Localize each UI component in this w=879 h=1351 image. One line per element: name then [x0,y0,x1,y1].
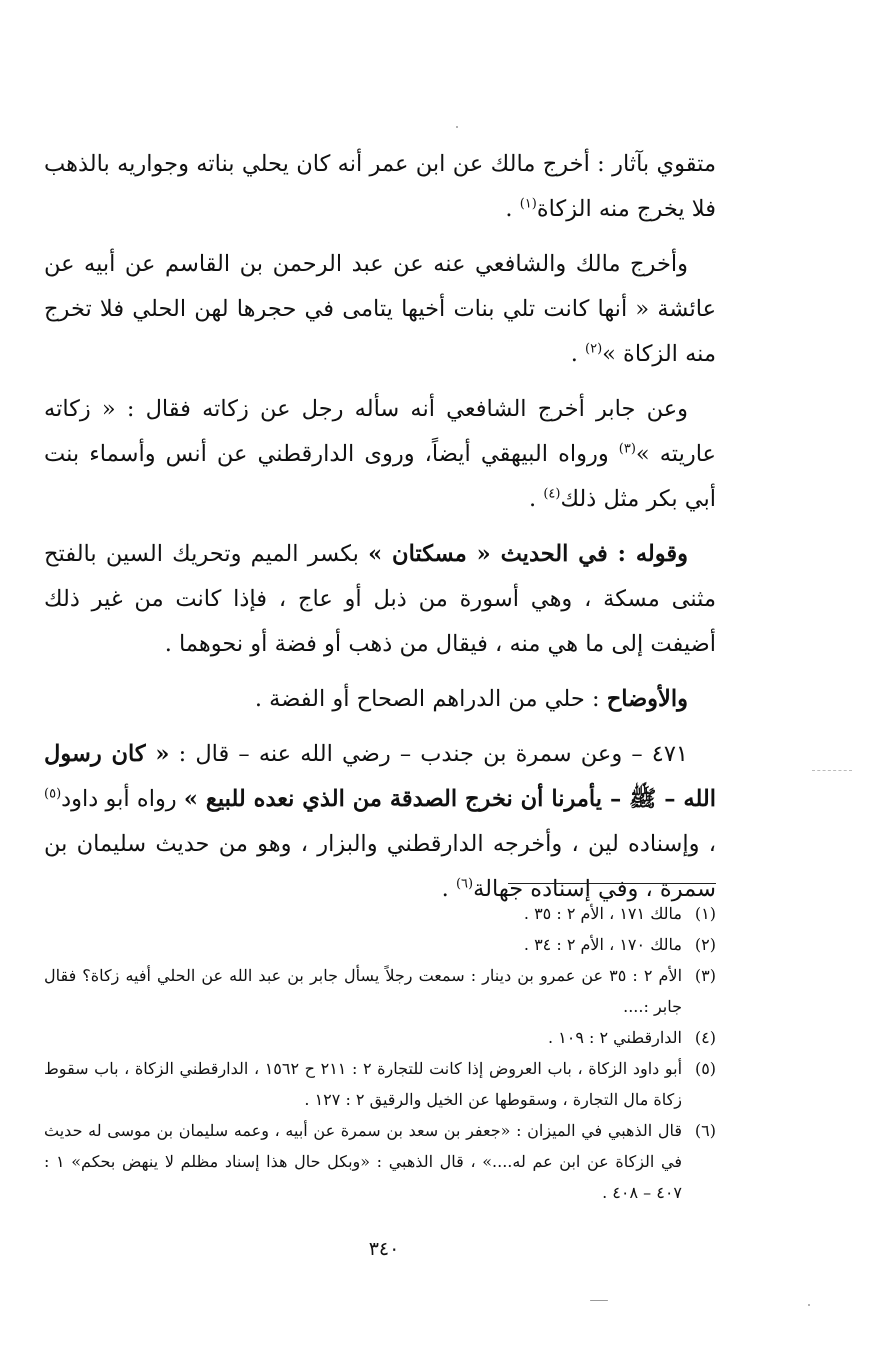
paragraph-text: وأخرج مالك والشافعي عنه عن عبد الرحمن بن القاسم عن أبيه عن عائشة « أنها كانت تلي بنات أخيها يتامى في حجرها لهن الحلي فلا تخرج منه الزكاة » [44,251,716,367]
footnote-text: الأم ٢ : ٣٥ عن عمرو بن دينار : سمعت رجلاً يسأل جابر بن عبد الله عن الحلي أفيه زكاة؟ فقال جابر :.... [44,966,683,1016]
footnote-ref: (٥) [44,786,62,802]
footnote-text: قال الذهبي في الميزان : «جعفر بن سعد بن سمرة عن أبيه ، وعمه سليمان بن موسى له حديث في الزكاة عن ابن عم له....» ، قال الذهبي : «وبكل حال هذا إسناد مظلم لا ينهض بحكم» ١ : ٤٠٧ – ٤٠٨ . [44,1121,683,1202]
hadith-text: « كان رسول الله – ﷺ – يأمرنا أن نخرج الصدقة من الذي نعده للبيع » [44,741,716,812]
paragraph-text: متقوي بآثار : أخرج مالك عن ابن عمر أنه كان يحلي بناته وجواريه بالذهب فلا يخرج منه الزكاة [44,151,716,222]
paragraph-text: بكسر الميم وتحريك السين بالفتح مثنى مسكة ، وهي أسورة من ذبل أو عاج ، فإذا كانت من غير ذلك أضيفت إلى ما هي منه ، فيقال من ذهب أو فضة أو نحوهما . [44,541,716,657]
footnote-number: (٥) [694,1059,717,1078]
footnote-number: (٣) [694,966,717,985]
paragraph-tail: . [441,876,456,902]
footnote-number: (١) [694,904,716,923]
footnote [44,1022,716,1053]
scan-speck [590,1300,608,1301]
footnote-number: (٢) [694,935,716,954]
paragraph-text: ورواه البيهقي أيضاً، وروى الدارقطني عن أنس وأسماء بنت أبي بكر مثل ذلك [44,441,716,512]
scan-speck [808,1304,810,1306]
scan-speck [456,126,458,128]
main-text [44,142,716,912]
footnote-ref: (٤) [543,486,561,502]
paragraph-tail: . [505,196,520,222]
footnote-number: (٦) [694,1121,717,1140]
footnote-text: الدارقطني ٢ : ١٠٩ . [547,1028,682,1047]
paragraph [44,242,716,377]
paragraph [44,387,716,522]
footnote-ref: (١) [519,196,537,212]
margin-mark [812,770,852,771]
lead-term: وقوله : في الحديث « مسكتان » [368,541,688,567]
page-number: ٣٤٠ [368,1238,400,1260]
footnote-ref: (٢) [585,341,603,357]
paragraph [44,677,716,722]
paragraph-tail: . [570,341,585,367]
footnote [44,960,716,1022]
footnote [44,1115,716,1208]
footnote-number: (٤) [694,1028,716,1047]
hadith-paragraph [44,732,716,912]
footnote-text: أبو داود الزكاة ، باب العروض إذا كانت للتجارة ٢ : ٢١١ ح ١٥٦٢ ، الدارقطني الزكاة ، باب سقوط زكاة مال التجارة ، وسقوطها عن الخيل والرقيق ٢ : ١٢٧ . [44,1059,683,1109]
footnote-ref: (٦) [455,876,474,892]
footnote-text: مالك ١٧١ ، الأم ٢ : ٣٥ . [523,904,682,923]
footnote [44,1053,716,1115]
footnotes [44,898,716,1208]
lead-term: والأوضاح [606,686,688,712]
paragraph-text: : حلي من الدراهم الصحاح أو الفضة . [254,686,607,712]
paragraph-text: ، وإسناده لين ، وأخرجه الدارقطني والبزار ، وهو من حديث سليمان بن سمرة ، وفي إسناده جهالة [44,831,716,902]
paragraph [44,532,716,667]
footnote [44,929,716,960]
footnote-separator [508,883,716,884]
footnote [44,898,716,929]
paragraph-text: ٤٧١ – وعن سمرة بن جندب – رضي الله عنه – قال : [169,741,688,767]
paragraph-text: وعن جابر أخرج الشافعي أنه سأله رجل عن زكاته فقال : « زكاته عاريته » [44,396,716,467]
paragraph-tail: . [529,486,544,512]
paragraph [44,142,716,232]
paragraph-text: رواه أبو داود [61,786,184,812]
footnote-ref: (٣) [618,441,636,457]
footnote-text: مالك ١٧٠ ، الأم ٢ : ٣٤ . [523,935,682,954]
